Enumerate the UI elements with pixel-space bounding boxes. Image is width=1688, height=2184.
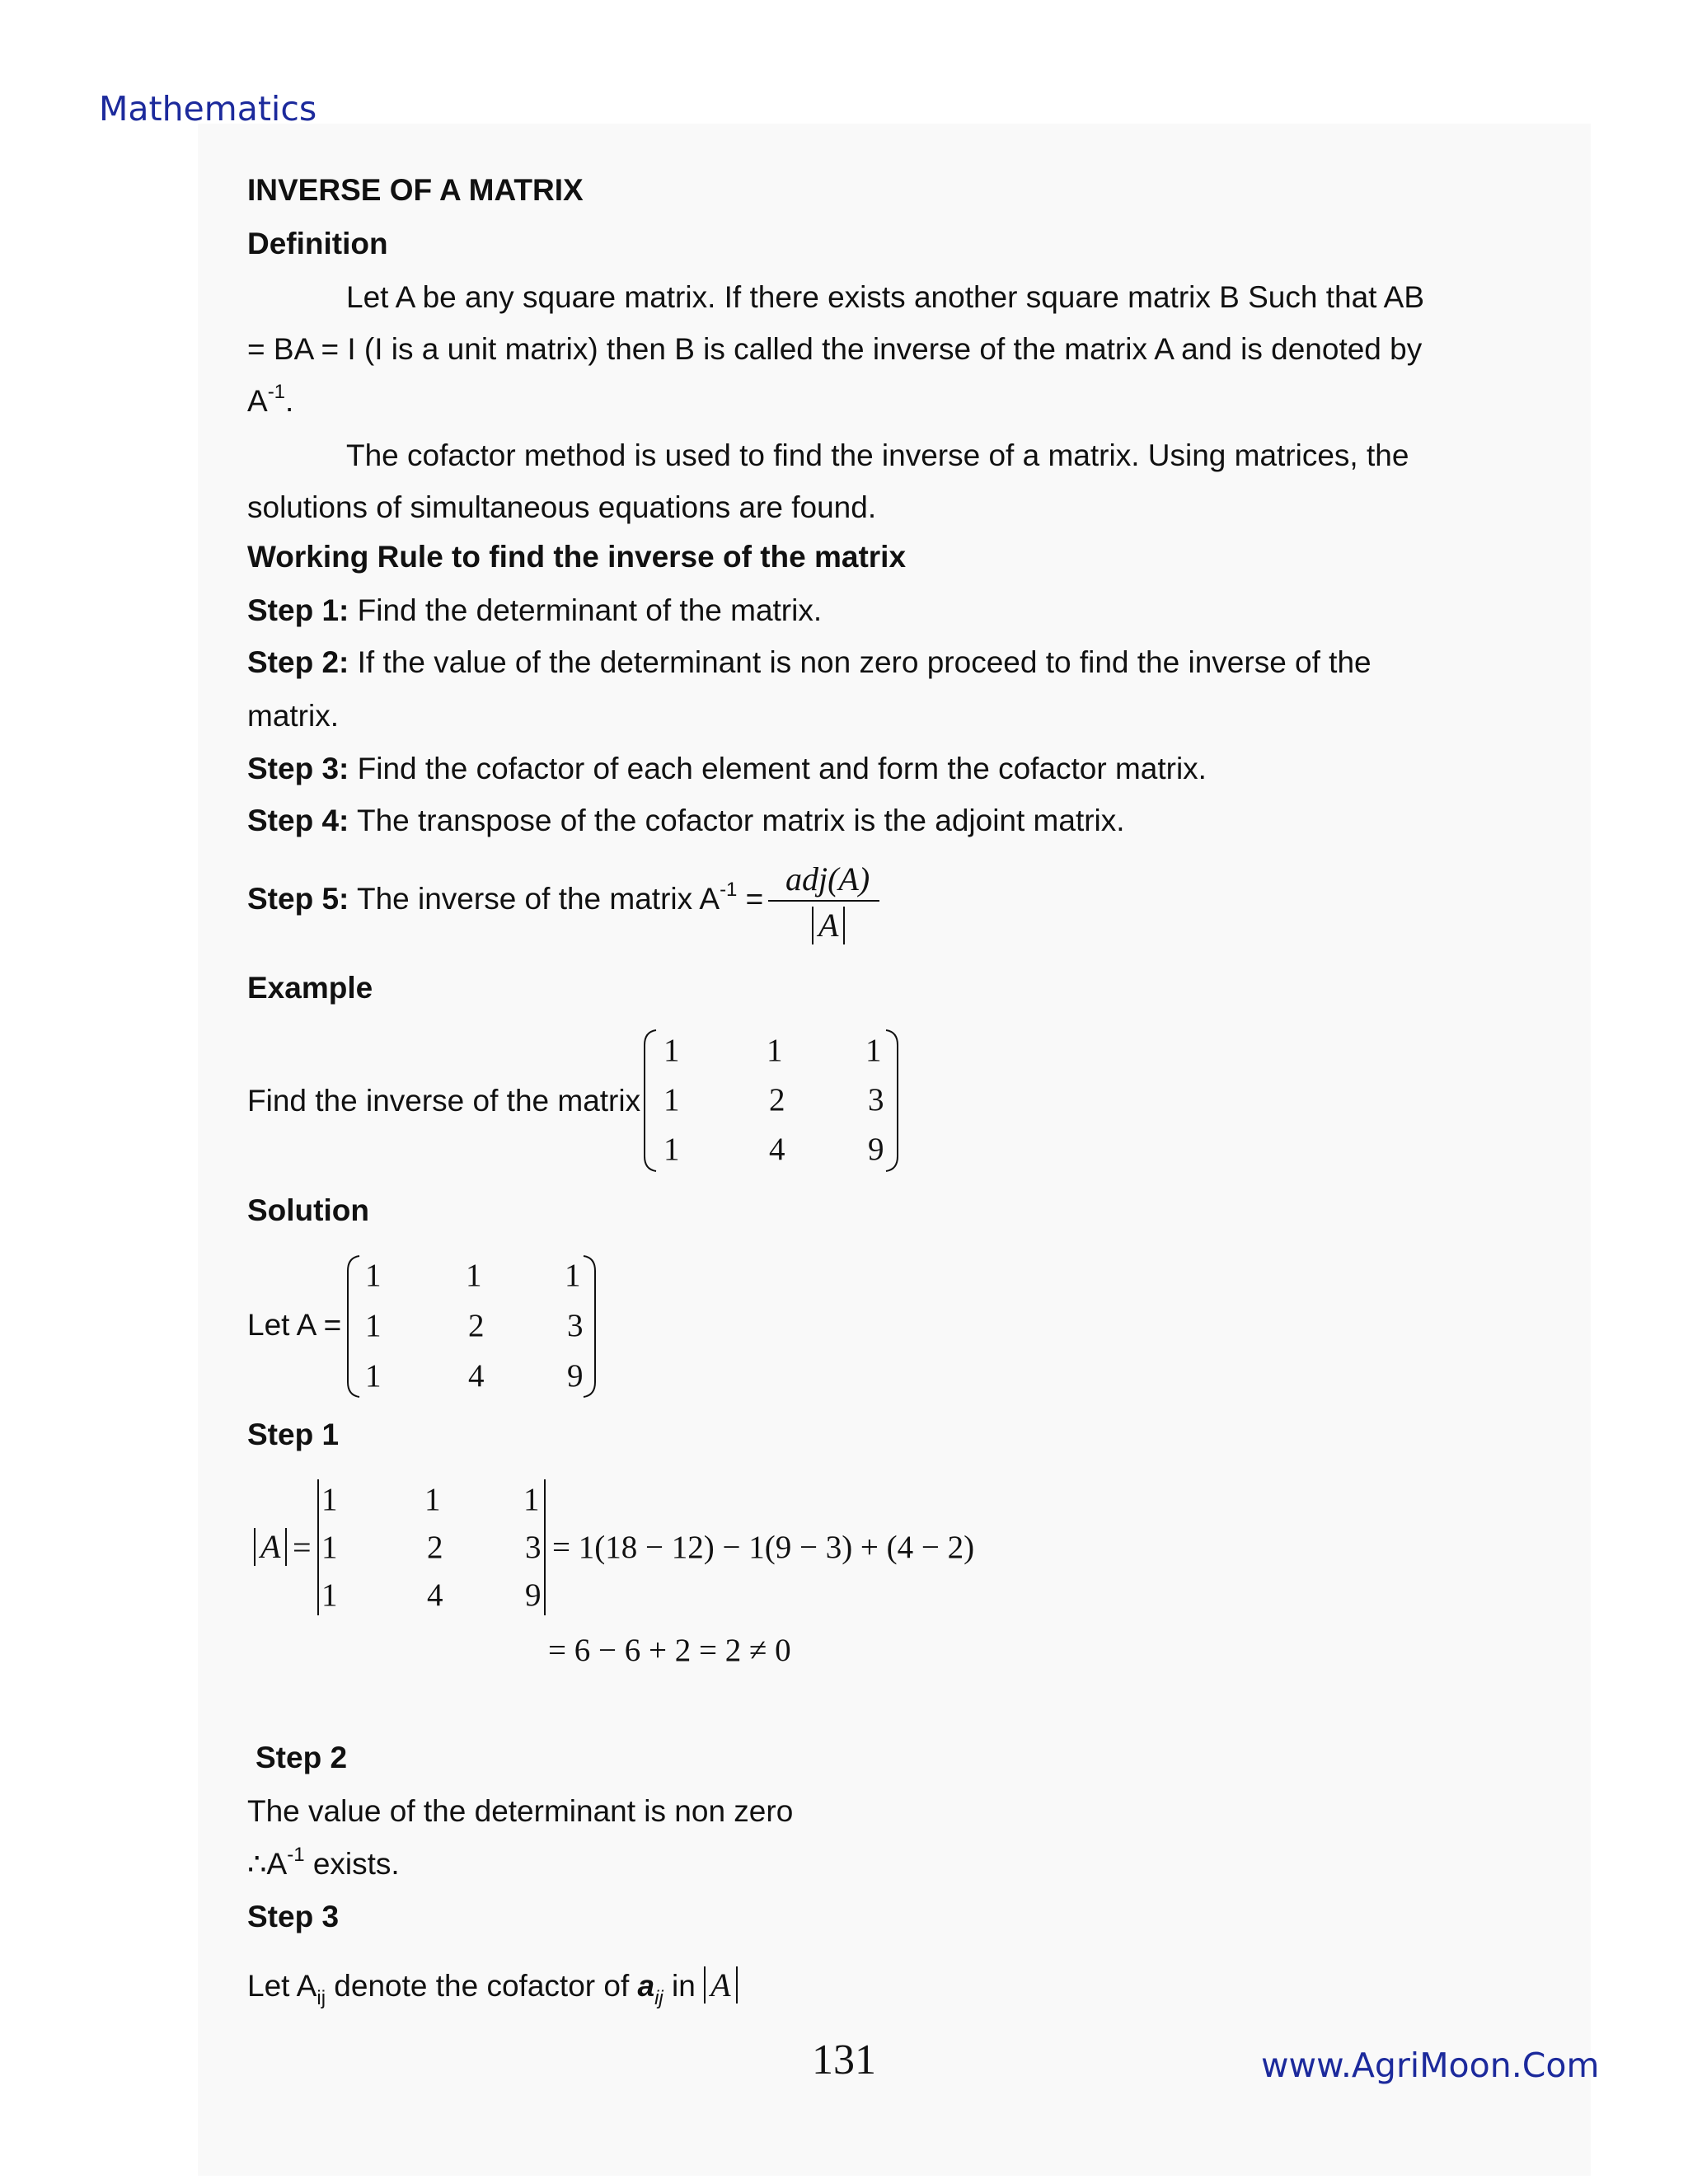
fraction-denominator: A xyxy=(812,907,845,944)
matrix-cell: 1 xyxy=(767,1033,783,1068)
matrix-cell: 9 xyxy=(868,1132,884,1167)
example-heading: Example xyxy=(247,971,373,1005)
determinant-expansion: = 1(18 − 12) − 1(9 − 3) + (4 − 2) xyxy=(552,1530,975,1565)
matrix-cell: 3 xyxy=(868,1082,884,1118)
matrix-cell: 1 xyxy=(365,1258,382,1293)
working-rule-step-4: Step 4: The transpose of the cofactor matrix is the adjoint matrix. xyxy=(247,804,1125,837)
matrix-cell: 1 xyxy=(365,1308,382,1343)
matrix-cell: 3 xyxy=(525,1530,542,1565)
step-2-line-1: The value of the determinant is non zero xyxy=(247,1794,794,1828)
step-3-line: Let $A_{ij}$ denote the cofactor of $a_{ij}$ in A xyxy=(247,1966,738,2004)
matrix-cell: 4 xyxy=(468,1358,485,1394)
matrix-cell: 1 xyxy=(663,1033,680,1068)
let-a-label: Let A = xyxy=(247,1308,342,1342)
section-title: INVERSE OF A MATRIX xyxy=(247,173,584,207)
step-3-heading: Step 3 xyxy=(247,1900,340,1933)
matrix-cell: 1 xyxy=(321,1530,338,1565)
matrix-cell: 3 xyxy=(567,1308,584,1343)
page-number: 131 xyxy=(812,2036,876,2083)
working-rule-step-5: Step 5: The inverse of the matrix $A^{-1}$ = xyxy=(247,879,764,916)
solution-matrix-right-paren xyxy=(582,1254,598,1399)
determinant-result: = 6 − 6 + 2 = 2 ≠ 0 xyxy=(548,1633,791,1668)
working-rule-heading: Working Rule to find the inverse of the matrix xyxy=(247,540,907,574)
example-matrix-left-paren xyxy=(641,1029,658,1173)
footer-website-link[interactable]: www.AgriMoon.Com xyxy=(1261,2046,1600,2085)
matrix-cell: 1 xyxy=(321,1482,338,1517)
matrix-cell: 1 xyxy=(865,1033,882,1068)
matrix-cell: 1 xyxy=(523,1482,540,1517)
definition-line-1: Let A be any square matrix. If there exists another square matrix B Such that AB xyxy=(346,280,1425,314)
determinant-symbol: A xyxy=(254,1528,287,1566)
matrix-cell: 1 xyxy=(321,1577,338,1613)
matrix-cell: 4 xyxy=(769,1132,785,1167)
working-rule-step-3: Step 3: Find the cofactor of each element and form the cofactor matrix. xyxy=(247,752,1207,785)
step-2-heading: Step 2 xyxy=(256,1741,348,1774)
definition-line-3: $A^{-1}$. xyxy=(247,381,294,418)
definition-heading: Definition xyxy=(247,227,388,260)
determinant-right-bar xyxy=(544,1479,546,1615)
matrix-cell: 2 xyxy=(468,1308,485,1343)
matrix-cell: 1 xyxy=(663,1082,680,1118)
solution-heading: Solution xyxy=(247,1193,369,1227)
definition-paragraph-2-line-1: The cofactor method is used to find the inverse of a matrix. Using matrices, the xyxy=(346,438,1409,472)
step-1-heading: Step 1 xyxy=(247,1418,340,1451)
matrix-cell: 1 xyxy=(565,1258,581,1293)
step-2-line-2: $\therefore A^{-1}$ exists. xyxy=(247,1844,400,1881)
example-prompt: Find the inverse of the matrix xyxy=(247,1084,641,1118)
working-rule-step-1: Step 1: Find the determinant of the matrix. xyxy=(247,593,823,627)
matrix-cell: 1 xyxy=(365,1358,382,1394)
fraction-bar xyxy=(768,900,879,902)
solution-matrix-left-paren xyxy=(345,1254,361,1399)
working-rule-step-2-continued: matrix. xyxy=(247,699,339,733)
matrix-cell: 1 xyxy=(424,1482,441,1517)
definition-paragraph-2-line-2: solutions of simultaneous equations are found. xyxy=(247,490,877,524)
matrix-cell: 1 xyxy=(663,1132,680,1167)
definition-line-2: = BA = I (I is a unit matrix) then B is called the inverse of the matrix A and is denoted by xyxy=(247,332,1423,366)
working-rule-step-2: Step 2: If the value of the determinant is non zero proceed to find the inverse of the xyxy=(247,645,1372,679)
matrix-cell: 9 xyxy=(567,1358,584,1394)
determinant-equals: = xyxy=(293,1529,312,1566)
header-subject: Mathematics xyxy=(99,89,317,129)
matrix-cell: 1 xyxy=(466,1258,482,1293)
fraction-numerator: adj(A) xyxy=(785,860,870,898)
matrix-cell: 2 xyxy=(427,1530,443,1565)
matrix-cell: 2 xyxy=(769,1082,785,1118)
example-matrix-right-paren xyxy=(884,1029,901,1173)
matrix-cell: 9 xyxy=(525,1577,542,1613)
matrix-cell: 4 xyxy=(427,1577,443,1613)
determinant-left-bar xyxy=(317,1479,319,1615)
